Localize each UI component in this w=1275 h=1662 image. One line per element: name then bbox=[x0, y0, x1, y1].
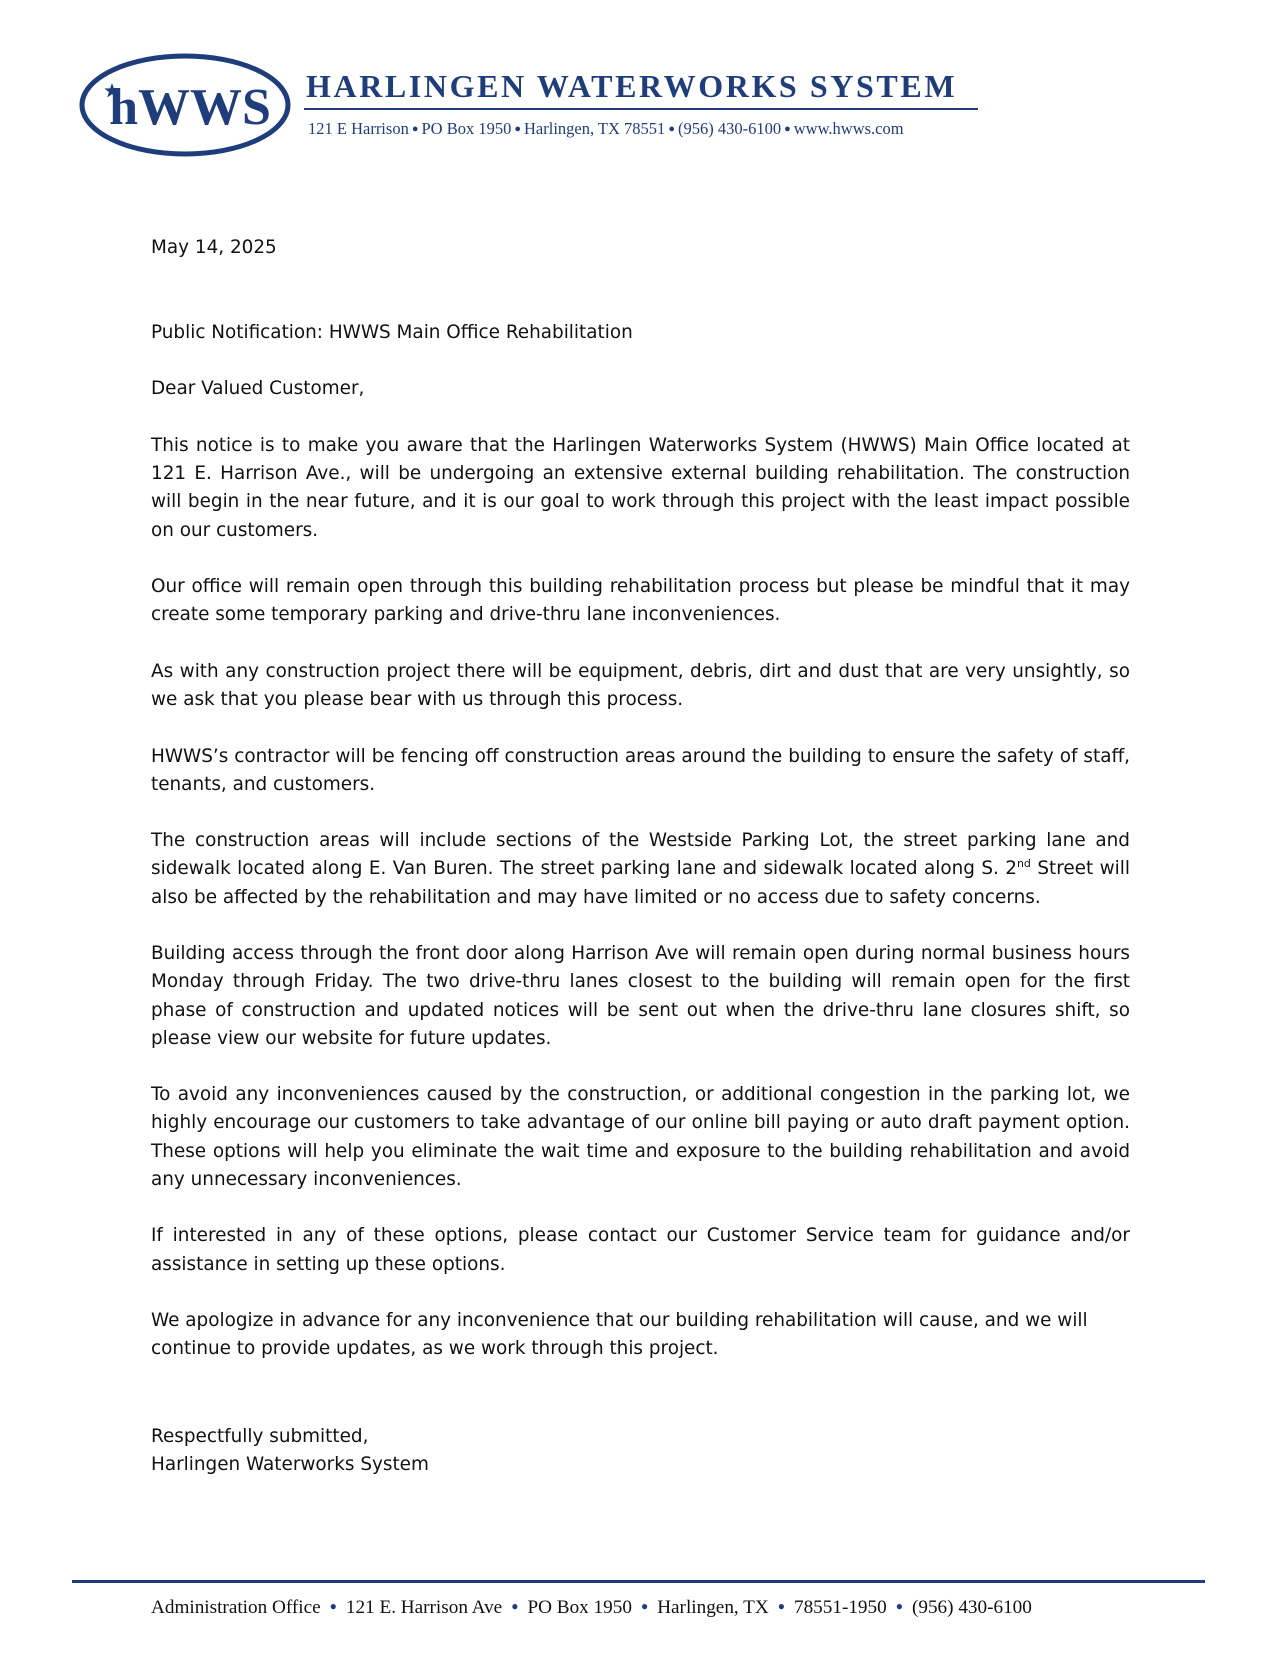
footer-zip: 78551-1950 bbox=[793, 1597, 887, 1618]
letterhead bbox=[78, 50, 978, 160]
bullet-icon: ● bbox=[784, 123, 791, 135]
address-street: 121 E Harrison bbox=[308, 119, 409, 138]
hwws-logo bbox=[78, 52, 292, 158]
paragraph-apology: We apologize in advance for any inconvenience that our building rehabilitation will cause, and we will continue to provide updates, as we work through this project. bbox=[151, 1310, 1088, 1360]
construction-text-end: Street will also be affected by the rehabilitation and may have limited or no access due to safety concerns. bbox=[151, 858, 1130, 908]
bullet-icon: ● bbox=[411, 123, 419, 135]
organization-address bbox=[308, 119, 988, 139]
bullet-icon: ● bbox=[511, 1599, 519, 1613]
signature-line: Harlingen Waterworks System bbox=[151, 1454, 429, 1476]
footer-phone: (956) 430-6100 bbox=[911, 1597, 1032, 1618]
bullet-icon: ● bbox=[329, 1599, 337, 1613]
footer bbox=[151, 1597, 1151, 1619]
letter-body bbox=[151, 432, 1130, 1392]
letter-subject: Public Notification: HWWS Main Office Rehabilitation bbox=[151, 322, 633, 343]
footer-rule bbox=[72, 1580, 1205, 1583]
paragraph-construction-areas bbox=[151, 827, 1130, 912]
bullet-icon: ● bbox=[514, 123, 521, 135]
footer-city: Harlingen, TX bbox=[657, 1597, 769, 1618]
ordinal-suffix: nd bbox=[1016, 857, 1031, 871]
address-city: Harlingen, TX 78551 bbox=[524, 119, 666, 138]
paragraph-online-payment: To avoid any inconveniences caused by the construction, or additional congestion in the parking lot, we highly encourage our customers to take advantage of our online bill paying or auto draft payment option. These options will help you eliminate the wait time and exposure to the building rehabilitation and avoid any unnecessary inconveniences. bbox=[151, 1084, 1130, 1190]
footer-street: 121 E. Harrison Ave bbox=[345, 1597, 503, 1618]
bullet-icon: ● bbox=[668, 123, 675, 135]
bullet-icon: ● bbox=[895, 1599, 903, 1613]
footer-office: Administration Office bbox=[151, 1597, 321, 1618]
address-po-box: PO Box 1950 bbox=[421, 119, 512, 138]
paragraph-building-access: Building access through the front door along Harrison Ave will remain open during normal business hours Monday through Friday. The two drive-thru lanes closest to the building will remain open for the first phase of construction and updated notices will be sent out when the drive-thru lane closures shift, so please view our website for future updates. bbox=[151, 943, 1130, 1049]
paragraph-office-open: Our office will remain open through this building rehabilitation process but please be mindful that it may create some temporary parking and drive-thru lane inconveniences. bbox=[151, 576, 1130, 626]
bullet-icon: ● bbox=[777, 1599, 785, 1613]
letter-salutation: Dear Valued Customer, bbox=[151, 378, 365, 399]
paragraph-customer-service: If interested in any of these options, please contact our Customer Service team for guidance and/or assistance in setting up these options. bbox=[151, 1225, 1130, 1275]
paragraph-equipment: As with any construction project there will be equipment, debris, dirt and dust that are very unsightly, so we ask that you please bear with us through this process. bbox=[151, 660, 1130, 711]
footer-po-box: PO Box 1950 bbox=[527, 1597, 632, 1618]
paragraph-notice: This notice is to make you aware that the Harlingen Waterworks System (HWWS) Main Office located at 121 E. Harrison Ave., will be undergoing an extensive external building rehabilitation. The construction will begin in the near future, and it is our goal to work through this project with the least impact possible on our customers. bbox=[151, 435, 1130, 541]
letter-date: May 14, 2025 bbox=[151, 237, 277, 258]
letter-closing bbox=[151, 1423, 429, 1479]
address-website[interactable]: www.hwws.com bbox=[793, 119, 904, 138]
organization-name: HARLINGEN WATERWORKS SYSTEM bbox=[306, 68, 958, 104]
header-rule bbox=[304, 108, 978, 110]
paragraph-fencing: HWWS’s contractor will be fencing off construction areas around the building to ensure the safety of staff, tenants, and customers. bbox=[151, 745, 1130, 795]
logo-text: hWWS bbox=[109, 79, 271, 136]
closing-line: Respectfully submitted, bbox=[151, 1426, 369, 1447]
address-phone: (956) 430-6100 bbox=[677, 119, 782, 138]
construction-text-start: The construction areas will include sections of the Westside Parking Lot, the street parking lane and sidewalk located along E. Van Buren. The street parking lane and sidewalk located along S. 2 bbox=[151, 830, 1130, 880]
bullet-icon: ● bbox=[640, 1599, 649, 1613]
